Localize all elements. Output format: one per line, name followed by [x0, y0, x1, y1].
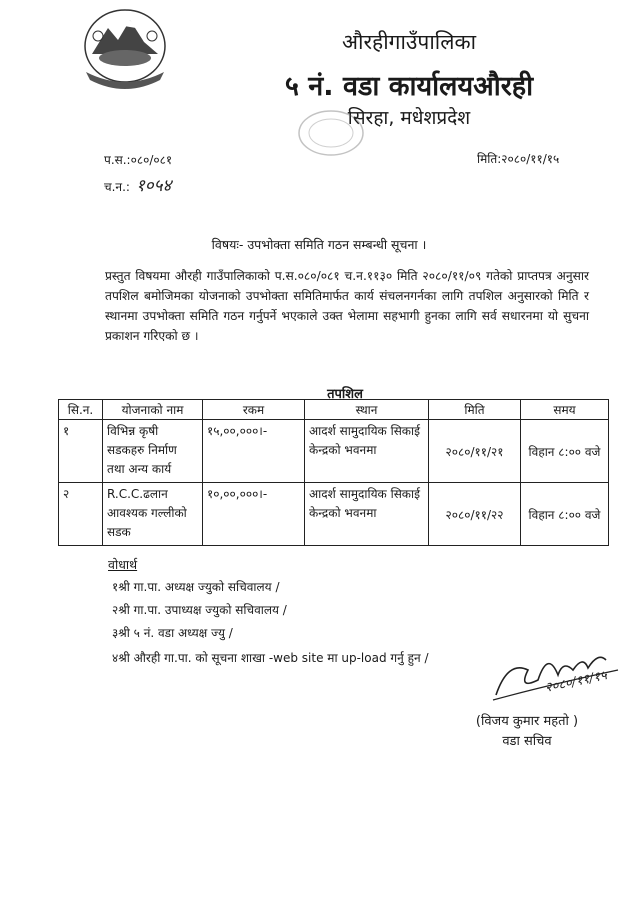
signatory-post: वडा सचिव	[502, 734, 552, 749]
table-caption: तपशिल	[327, 387, 363, 402]
cell-serial: १	[59, 420, 103, 483]
col-amount: रकम	[203, 400, 305, 420]
cell-project: R.C.C.ढलान आवश्यक गल्लीको सडक	[103, 483, 203, 546]
subject-line: विषयः- उपभोक्ता समिति गठन सम्बन्धी सूचना ।	[211, 237, 427, 252]
col-serial: सि.न.	[59, 400, 103, 420]
cell-serial: २	[59, 483, 103, 546]
ward-office-title: ५ नं. वडा कार्यालयऔरही	[284, 71, 534, 102]
nepal-emblem-icon	[78, 6, 173, 92]
col-project-name: योजनाको नाम	[103, 400, 203, 420]
dispatch-label: च.न.:	[104, 180, 130, 194]
table-header-row	[59, 400, 609, 420]
cell-venue: आदर्श सामुदायिक सिकाई केन्द्रको भवनमा	[305, 483, 429, 546]
cell-amount: १०,००,०००।-	[203, 483, 305, 546]
col-time: समय	[521, 400, 609, 420]
cell-project: विभिन्न कृषी सडकहरु निर्माण तथा अन्य कार्य	[103, 420, 203, 483]
letter-date: मिति:२०८०/११/१५	[477, 152, 560, 166]
body-paragraph: प्रस्तुत विषयमा औरही गाउँपालिकाको प.स.०८०/०८१ च.न.११३० मिति २०८०/११/०९ गतेको प्राप्तपत्र अनुसार तपशिल बमोजिमका योजनाको उपभोक्ता समितिमार्फत कार्य संचलनगर्नका लागि तपशिल अनुसारको मिति र स्थानमा उपभोक्ता समिति गठन गर्नुपर्ने भएकाले उक्त भेलामा सहभागी हुनका लागि सर्व सधारनमा यो सुचना प्रकाशन गरिएको छ ।	[105, 269, 589, 343]
col-venue: स्थान	[305, 400, 429, 420]
cc-item: २श्री गा.पा. उपाध्यक्ष ज्युको सचिवालय /	[112, 603, 287, 617]
cc-item: ४श्री औरही गा.पा. को सूचना शाखा -web site मा up-load गर्नु हुन /	[112, 651, 429, 665]
cell-time: विहान ८:०० वजे	[521, 420, 609, 483]
letter-ref-number: प.स.:०८०/०८१	[104, 153, 173, 167]
cell-venue: आदर्श सामुदायिक सिकाई केन्द्रको भवनमा	[305, 420, 429, 483]
cell-date: २०८०/११/२१	[429, 420, 521, 483]
municipality-name: औरहीगाउँपालिका	[341, 30, 477, 54]
svg-text:२०८०/११/१५: २०८०/११/१५	[543, 668, 609, 696]
schedule-table	[58, 399, 609, 546]
table-row	[59, 483, 609, 546]
office-stamp	[296, 108, 366, 158]
signatory-name: (विजय कुमार महतो )	[475, 714, 579, 729]
dispatch-number	[104, 173, 171, 196]
table-row	[59, 420, 609, 483]
cell-time: विहान ८:०० वजे	[521, 483, 609, 546]
handwritten-signature	[488, 640, 628, 710]
cell-date: २०८०/११/२२	[429, 483, 521, 546]
cc-title: वोधार्थ	[108, 557, 138, 572]
dispatch-value: १०५४	[135, 176, 172, 196]
cc-item: १श्री गा.पा. अध्यक्ष ज्युको सचिवालय /	[112, 580, 280, 594]
cc-item: ३श्री ५ नं. वडा अध्यक्ष ज्यु /	[112, 626, 233, 640]
col-date: मिति	[429, 400, 521, 420]
cell-amount: १५,००,०००।-	[203, 420, 305, 483]
address-line: सिरहा, मधेशप्रदेश	[347, 107, 471, 129]
